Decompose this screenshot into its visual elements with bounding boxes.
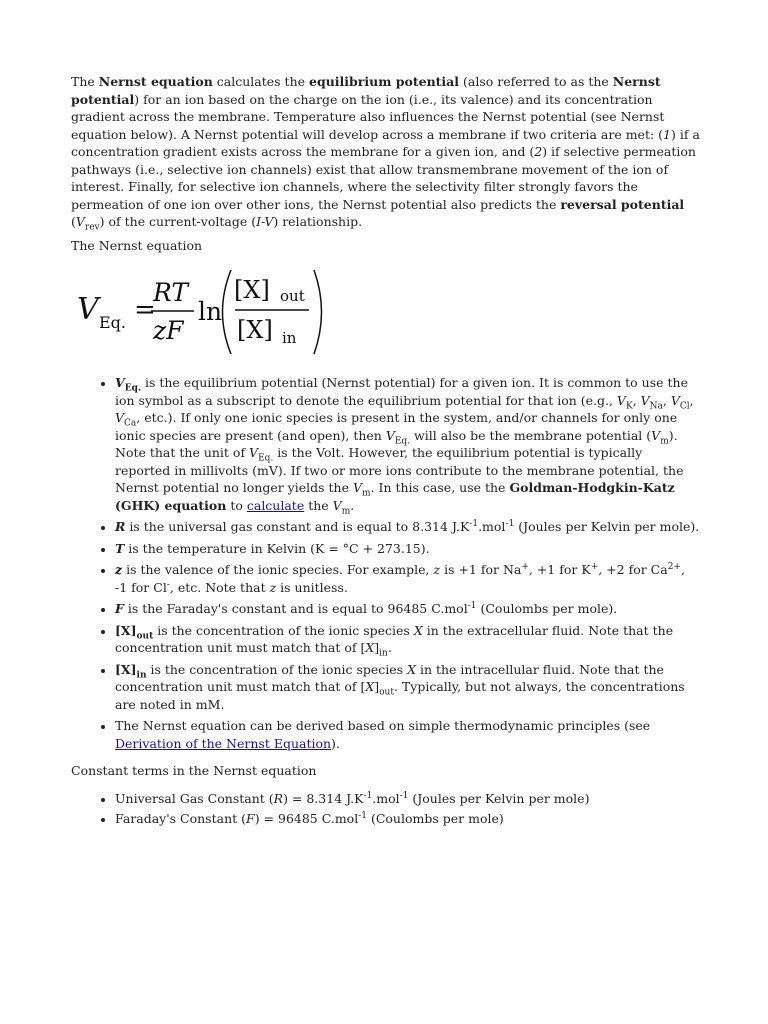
eq-equals: = [134,295,156,325]
list-item-derivation: • The Nernst equation can be derived based on simple thermodynamic principles (see Derivation of the Nernst Equation). [115,717,701,752]
eq-x-in: [X] [237,316,273,344]
eq-x-out-sub: out [280,287,305,305]
nernst-equation-figure [71,266,701,358]
constants-list [71,790,701,828]
list-item-veq: • $V_{Eq.}$ is the equilibrium potential (Nernst potential) for a given ion. It is common to use the ion symbol as a subscript to denote the equilibrium potential for that ion (e.g., $V_K$, $V_{Na}$, $V_{Cl}$, $V_{Ca}$, etc.). If only one ionic species is present in the system, and/or channels for only one ionic species are present (and open), then $V_{Eq.}$ will also be the membrane potential $(V_m)$. Note that the unit of $V_{Eq.}$ is the Volt. However, the equilibrium potential is typically reported in millivolts (mV). If two or more ions contribute to the membrane potential, the Nernst potential no longer yields the $V_m$. In this case, use the Goldman-Hodgkin-Katz (GHK) equation to calculate the $V_m$. [115,374,701,514]
list-item-t: • T is the temperature in Kelvin (K = °C + 273.15). [115,540,701,558]
intro-paragraph: The Nernst equation calculates the equilibrium potential (also referred to as the Nernst potential) for an ion based on the charge on the ion (i.e., its valence) and its concentration gradient across the membrane. Temperature also influences the Nernst potential (see Nernst equation below). A Nernst potential will develop across a membrane if two criteria are met: (1) if a concentration gradient exists across the membrane for a given ion, and (2) if selective permeation pathways (i.e., selective ion channels) exist that allow transmembrane movement of the ion of interest. Finally, for selective ion channels, where the selectivity filter strongly favors the permeation of one ion over other ions, the Nernst potential also predicts the reversal potential $(V_{rev})$ of the current-voltage (I-V) relationship. [71,74,700,233]
term-nernst-potential: Nernst potential [71,74,661,107]
list-item-x-in: • $[X]_{in}$ is the concentration of the ionic species X in the intracellular fluid. Note that the concentration unit must match that of $[X]_{out}$. Typically, but not always, the concentrations are noted in mM. [115,661,701,714]
term-ghk-equation: Goldman-Hodgkin-Katz (GHK) equation [115,480,675,513]
eq-right-paren [314,270,322,354]
constant-faraday: • Faraday's Constant (F) = 96485 C.mol$^{-1}$ (Coulombs per mole) [115,810,701,828]
list-item-r: • R is the universal gas constant and is equal to 8.314 $J.K^{-1}.mol^{-1}$ (Joules per Kelvin per mole). [115,518,701,536]
calculate-link[interactable]: calculate [246,497,305,513]
eq-ln: ln [198,297,223,326]
equation-terms-list [71,374,701,752]
list-item-f: • F is the Faraday's constant and is equal to 96485 C.mol$^{-1}$ (Coulombs per mole). [115,600,701,618]
derivation-link[interactable]: Derivation of the Nernst Equation [115,735,332,751]
eq-lhs-v: V [77,292,99,327]
eq-left-paren [223,270,232,354]
eq-lhs-sub: Eq. [99,313,127,332]
eq-numerator-rt: RT [153,278,189,307]
document-page [71,73,701,831]
list-item-x-out: • $[X]_{out}$ is the concentration of the ionic species X in the extracellular fluid. Note that the concentration unit must match that of $[X]_{in}$. [115,622,701,657]
constant-gas: • Universal Gas Constant (R) = 8.314 $J.K^{-1}.mol^{-1}$ (Joules per Kelvin per mole) [115,790,701,808]
term-nernst-equation: Nernst equation [98,74,213,89]
eq-x-out: [X] [234,276,270,304]
term-reversal-potential: reversal potential [560,196,685,212]
term-equilibrium-potential: equilibrium potential [309,74,460,89]
nernst-equation-svg [71,266,331,358]
equation-caption: The Nernst equation [71,237,203,253]
constants-heading: Constant terms in the Nernst equation [71,763,317,778]
list-item-z: • z is the valence of the ionic species. For example, z is +1 for Na+, +1 for K+, +2 for $Ca^{2+}$, -1 for Cl-, etc. Note that z is unitless. [115,561,701,596]
eq-x-in-sub: in [282,329,297,347]
eq-denominator-zf: zF [153,316,184,345]
